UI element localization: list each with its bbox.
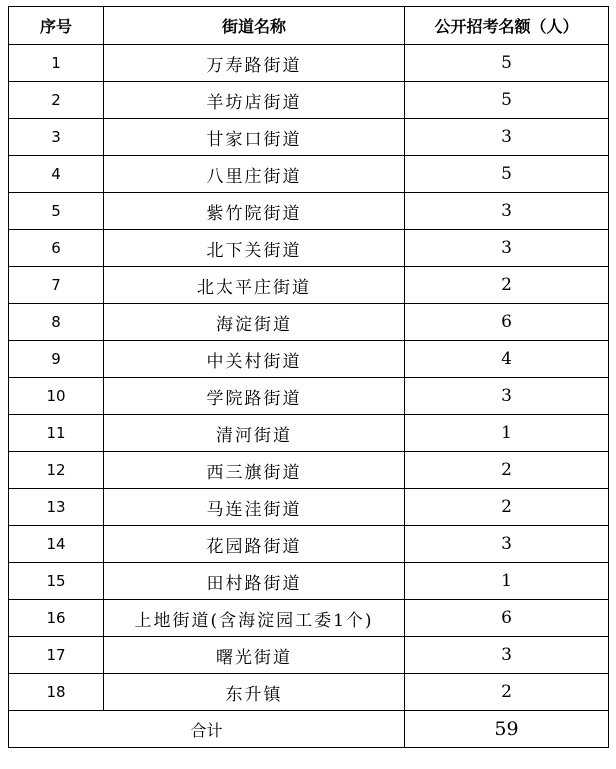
row-street-name: 花园路街道 [104, 526, 405, 563]
row-street-name: 曙光街道 [104, 637, 405, 674]
row-street-name: 西三旗街道 [104, 452, 405, 489]
row-index: 10 [9, 378, 104, 415]
row-quota: 3 [405, 119, 609, 156]
row-street-name: 羊坊店街道 [104, 82, 405, 119]
table-row [9, 415, 609, 452]
row-quota: 2 [405, 674, 609, 711]
table-row [9, 45, 609, 82]
row-index: 17 [9, 637, 104, 674]
row-quota: 3 [405, 378, 609, 415]
table-row [9, 600, 609, 637]
table-row [9, 156, 609, 193]
row-index: 13 [9, 489, 104, 526]
row-quota: 3 [405, 193, 609, 230]
row-street-name: 田村路街道 [104, 563, 405, 600]
table-row [9, 193, 609, 230]
row-index: 14 [9, 526, 104, 563]
table-row [9, 82, 609, 119]
row-quota: 1 [405, 563, 609, 600]
row-street-name: 紫竹院街道 [104, 193, 405, 230]
row-street-name: 东升镇 [104, 674, 405, 711]
row-index: 18 [9, 674, 104, 711]
row-index: 9 [9, 341, 104, 378]
table-row [9, 304, 609, 341]
row-quota: 3 [405, 637, 609, 674]
row-street-name: 上地街道(含海淀园工委1个) [104, 600, 405, 637]
header-index: 序号 [9, 7, 104, 45]
row-index: 2 [9, 82, 104, 119]
table-row [9, 119, 609, 156]
row-index: 4 [9, 156, 104, 193]
row-index: 7 [9, 267, 104, 304]
total-row [9, 711, 609, 748]
table-row [9, 637, 609, 674]
row-index: 16 [9, 600, 104, 637]
header-street-name: 街道名称 [104, 7, 405, 45]
table-body [9, 45, 609, 711]
row-street-name: 学院路街道 [104, 378, 405, 415]
row-quota: 3 [405, 526, 609, 563]
table-row [9, 452, 609, 489]
quota-table [8, 6, 609, 748]
quota-table-container [8, 6, 608, 748]
row-index: 5 [9, 193, 104, 230]
row-index: 15 [9, 563, 104, 600]
row-quota: 5 [405, 82, 609, 119]
table-row [9, 563, 609, 600]
row-street-name: 万寿路街道 [104, 45, 405, 82]
row-quota: 5 [405, 45, 609, 82]
row-street-name: 八里庄街道 [104, 156, 405, 193]
header-row [9, 7, 609, 45]
row-index: 11 [9, 415, 104, 452]
row-index: 1 [9, 45, 104, 82]
table-row [9, 489, 609, 526]
row-index: 6 [9, 230, 104, 267]
row-index: 8 [9, 304, 104, 341]
table-row [9, 674, 609, 711]
row-street-name: 中关村街道 [104, 341, 405, 378]
table-row [9, 267, 609, 304]
row-quota: 5 [405, 156, 609, 193]
row-index: 3 [9, 119, 104, 156]
total-quota: 59 [405, 711, 609, 748]
row-quota: 6 [405, 600, 609, 637]
row-quota: 2 [405, 452, 609, 489]
row-street-name: 马连洼街道 [104, 489, 405, 526]
row-quota: 2 [405, 489, 609, 526]
row-street-name: 清河街道 [104, 415, 405, 452]
row-street-name: 海淀街道 [104, 304, 405, 341]
row-quota: 4 [405, 341, 609, 378]
row-street-name: 北下关街道 [104, 230, 405, 267]
header-quota: 公开招考名额（人） [405, 7, 609, 45]
row-quota: 6 [405, 304, 609, 341]
row-quota: 3 [405, 230, 609, 267]
row-quota: 1 [405, 415, 609, 452]
row-street-name: 北太平庄街道 [104, 267, 405, 304]
row-street-name: 甘家口街道 [104, 119, 405, 156]
table-row [9, 378, 609, 415]
total-label: 合计 [9, 711, 405, 748]
row-quota: 2 [405, 267, 609, 304]
row-index: 12 [9, 452, 104, 489]
table-row [9, 230, 609, 267]
table-row [9, 526, 609, 563]
table-row [9, 341, 609, 378]
